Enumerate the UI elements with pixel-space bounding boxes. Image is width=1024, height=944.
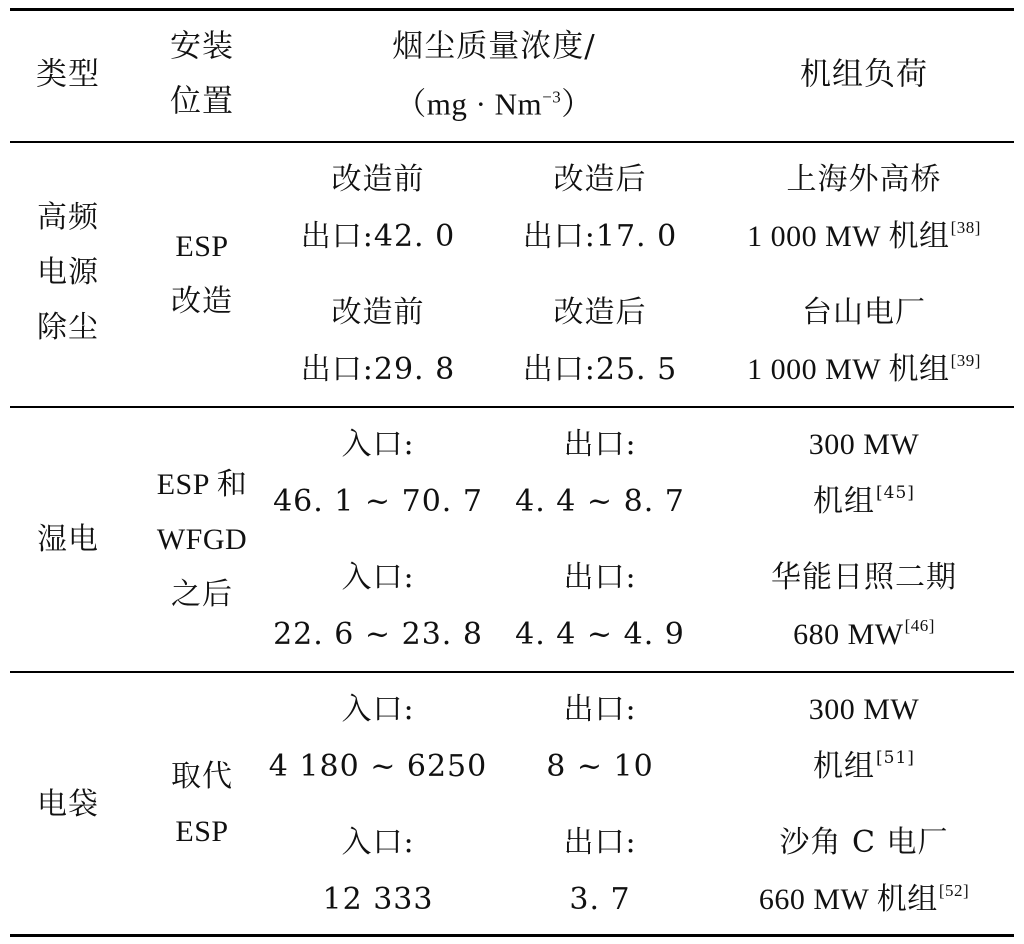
position-cell: 取代 [171, 759, 233, 794]
after-label: 出口: [563, 560, 637, 595]
load-line-1: 华能日照二期 [771, 560, 957, 595]
type-cell: 电源 [37, 255, 99, 290]
reference-mark: [45] [876, 483, 915, 503]
load-line-1: 沙角 C 电厂 [779, 825, 949, 860]
reference-mark: [51] [876, 748, 915, 768]
before-value: 46. 1 ~ 70. 7 [273, 484, 483, 519]
position-cell: ESP 和 [156, 468, 248, 501]
table-bottom-rule [10, 934, 1014, 937]
position-cell: ESP [175, 230, 229, 263]
before-label: 入口: [341, 692, 415, 727]
header-concentration-line-2: $(mg \cdot Nm^{-3})$ [395, 86, 593, 122]
load-line-1: 300 MW [808, 693, 920, 726]
load-line-2: 机组[45] [813, 483, 915, 519]
load-line-2: 1 000 MW 机组[39] [747, 351, 981, 386]
group-divider-1 [10, 406, 1014, 408]
load-line-2: 660 MW 机组[52] [758, 881, 970, 916]
reference-mark: [52] [938, 881, 970, 900]
before-label: 改造前 [331, 162, 425, 197]
type-cell: 湿电 [37, 522, 99, 557]
header-concentration-line-1: 烟尘质量浓度/ [392, 28, 596, 65]
load-line-2: 1 000 MW 机组[38] [747, 218, 981, 253]
after-value: 4. 4 ~ 4. 9 [515, 617, 685, 652]
load-line-1: 台山电厂 [802, 295, 926, 330]
type-cell: 高频 [37, 200, 99, 235]
header-load: 机组负荷 [800, 56, 928, 93]
after-label: 改造后 [553, 295, 647, 330]
before-value: 出口:29. 8 [300, 352, 456, 387]
position-cell: WFGD [156, 523, 248, 556]
reference-mark: [38] [950, 218, 981, 237]
header-position-line-2: 位置 [170, 83, 234, 120]
table-top-rule [10, 8, 1014, 11]
after-label: 出口: [563, 692, 637, 727]
position-cell: 改造 [171, 284, 233, 319]
after-value: 4. 4 ~ 8. 7 [515, 484, 685, 519]
reference-mark: [46] [904, 616, 935, 635]
before-value: 4 180 ~ 6250 [268, 749, 488, 784]
before-value: 出口:42. 0 [300, 219, 456, 254]
header-type: 类型 [36, 56, 100, 93]
after-label: 出口: [563, 427, 637, 462]
after-value: 3. 7 [569, 882, 631, 917]
load-line-2: 机组[51] [813, 748, 915, 784]
before-label: 入口: [341, 427, 415, 462]
before-label: 入口: [341, 825, 415, 860]
before-value: 12 333 [322, 882, 434, 917]
before-label: 改造前 [331, 295, 425, 330]
type-cell: 除尘 [37, 310, 99, 345]
header-bottom-rule [10, 141, 1014, 143]
load-line-1: 300 MW [808, 428, 920, 461]
before-label: 入口: [341, 560, 415, 595]
group-divider-2 [10, 671, 1014, 673]
load-line-2: 680 MW[46] [793, 616, 935, 651]
type-cell: 电袋 [37, 787, 99, 822]
after-label: 改造后 [553, 162, 647, 197]
before-value: 22. 6 ~ 23. 8 [273, 617, 483, 652]
load-line-1: 上海外高桥 [786, 162, 942, 197]
after-value: 出口:17. 0 [522, 219, 678, 254]
header-position-line-1: 安装 [170, 28, 234, 65]
position-cell: 之后 [171, 577, 233, 612]
position-cell: ESP [175, 815, 229, 848]
after-value: 出口:25. 5 [522, 352, 678, 387]
after-value: 8 ~ 10 [546, 749, 654, 784]
after-label: 出口: [563, 825, 637, 860]
reference-mark: [39] [950, 351, 981, 370]
